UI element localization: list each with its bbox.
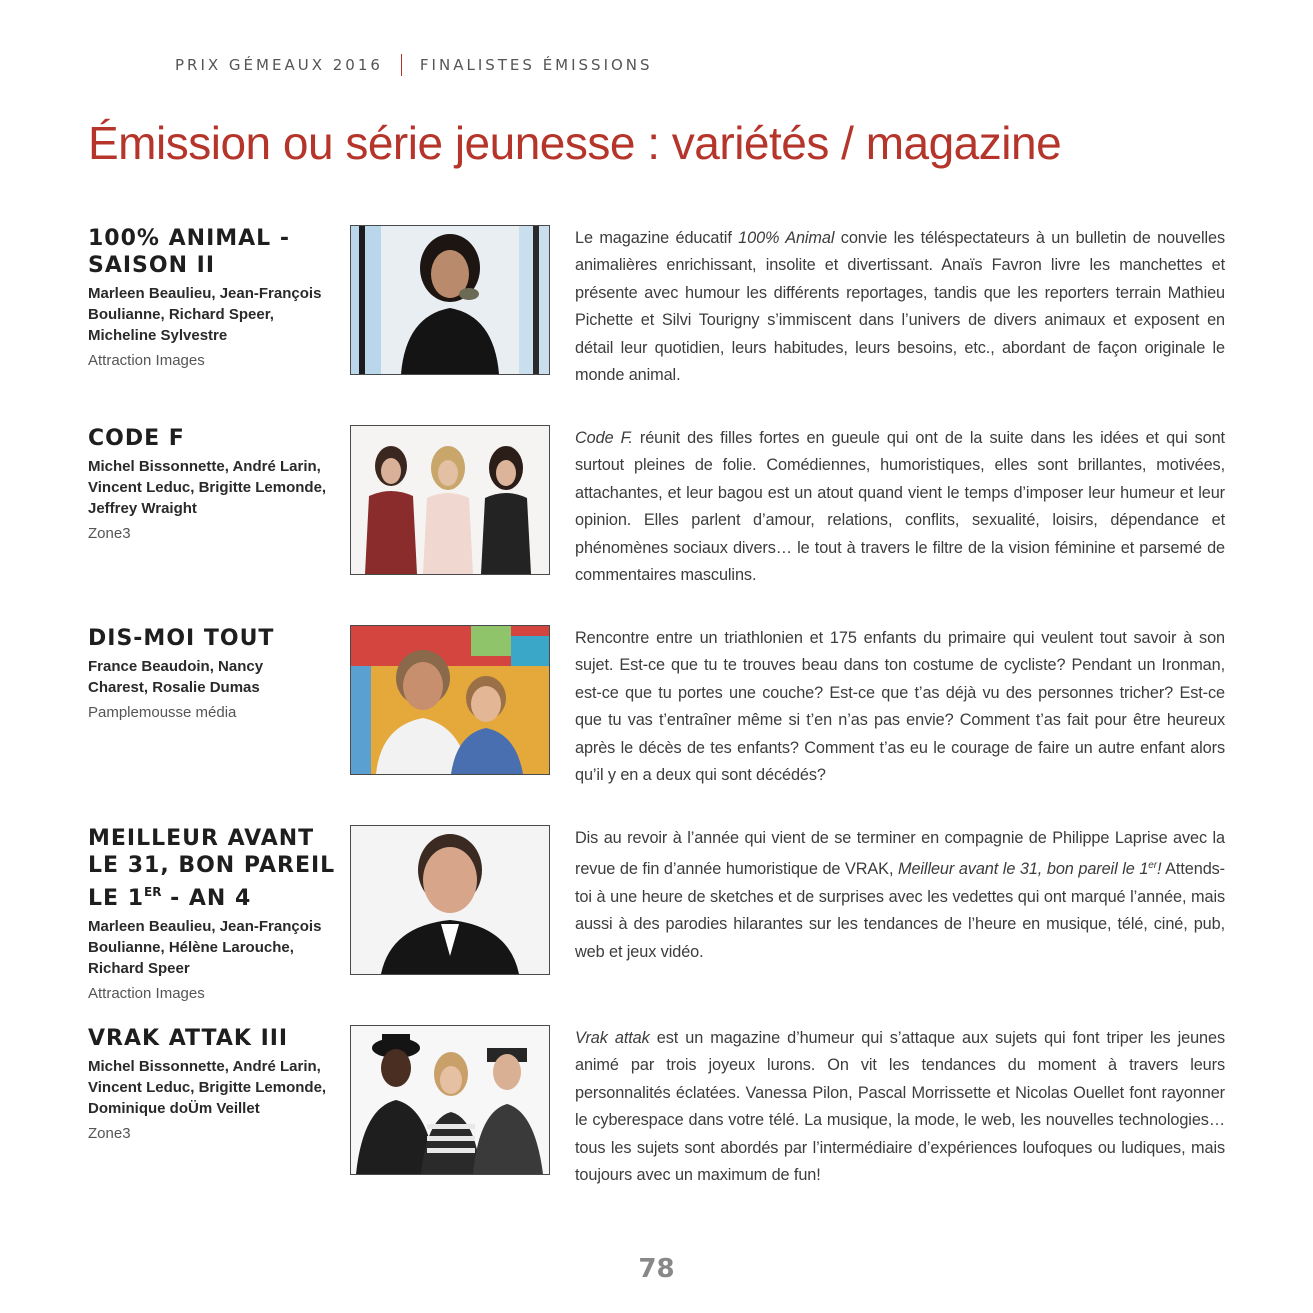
- production-company: Zone3: [88, 1125, 131, 1142]
- entry-info: [88, 1025, 343, 1142]
- credits-line: Marleen Beaulieu, Jean-François: [88, 285, 322, 302]
- production-company: Attraction Images: [88, 352, 205, 369]
- show-photo: [350, 425, 550, 575]
- finalist-entry: [0, 625, 1313, 785]
- credits-line: Vincent Leduc, Brigitte Lemonde,: [88, 479, 327, 496]
- header-publication: PRIX GÉMEAUX 2016: [175, 56, 383, 74]
- show-title-line: LE 31, BON PAREIL: [88, 853, 336, 878]
- credits-line: Richard Speer: [88, 960, 190, 977]
- credits-line: Michel Bissonnette, André Larin,: [88, 1058, 321, 1075]
- credits-line: Vincent Leduc, Brigitte Lemonde,: [88, 1079, 327, 1096]
- running-header: [175, 54, 653, 76]
- credits-line: France Beaudoin, Nancy: [88, 658, 264, 675]
- finalist-entry: [0, 1025, 1313, 1185]
- producer-credits: [88, 456, 343, 519]
- show-photo: [350, 825, 550, 975]
- finalist-entry: [0, 225, 1313, 385]
- credits-line: Jeffrey Wraight: [88, 500, 197, 517]
- entry-info: [88, 425, 343, 542]
- credits-line: Boulianne, Richard Speer,: [88, 306, 274, 323]
- show-photo: [350, 625, 550, 775]
- show-title-line: MEILLEUR AVANT: [88, 826, 315, 851]
- credits-line: Charest, Rosalie Dumas: [88, 679, 260, 696]
- entry-info: [88, 225, 343, 369]
- category-title: Émission ou série jeunesse : variétés / magazine: [88, 117, 1062, 169]
- show-title-line: CODE F: [88, 426, 185, 451]
- producer-credits: [88, 656, 343, 698]
- show-title: [88, 625, 343, 652]
- entry-info: [88, 625, 343, 721]
- credits-line: Dominique doÜm Veillet: [88, 1100, 260, 1117]
- show-title-line: DIS-MOI TOUT: [88, 626, 275, 651]
- show-title: [88, 425, 343, 452]
- finalist-entry: [0, 425, 1313, 585]
- show-title-line: 100% ANIMAL -: [88, 226, 290, 251]
- show-title-line: LE 1ER - AN 4: [88, 885, 252, 911]
- show-description: Vrak attak est un magazine d’humeur qui s’attaque aux sujets qui font triper les jeunes animé par trois joyeux lurons. On vit les tendances du moment à travers leurs personnalités éclatées. Vanessa Pilon, Pascal Morrissette et Nicolas Ouellet font rayonner le cyberespace dans votre télé. La musique, la mode, le web, les nouvelles technologies… tous les sujets sont abordés par l’intermédiaire d’expériences loufoques ou ludiques, mais toujours avec un maximum de fun!: [575, 1029, 1225, 1185]
- credits-line: Boulianne, Hélène Larouche,: [88, 939, 294, 956]
- entry-info: [88, 825, 343, 1002]
- production-company: Zone3: [88, 525, 131, 542]
- production-company: Pamplemousse média: [88, 704, 237, 721]
- header-section: FINALISTES ÉMISSIONS: [419, 56, 653, 74]
- credits-line: Michel Bissonnette, André Larin,: [88, 458, 321, 475]
- show-title-line: SAISON II: [88, 253, 216, 278]
- producer-credits: [88, 1056, 343, 1119]
- show-photo: [350, 225, 550, 375]
- show-description: Le magazine éducatif 100% Animal convie les téléspectateurs à un bulletin de nouvelles animalières enrichissant, insolite et divertissant. Anaïs Favron livre les manchettes et présente avec humour les différents reportages, tandis que les reporters terrain Mathieu Pichette et Silvi Tourigny s’immiscent dans l’univers de divers animaux et exposent en détail leur quotidien, leurs habitudes, leurs besoins, etc., abordant de façon originale le monde animal.: [575, 229, 1225, 385]
- producer-credits: [88, 916, 343, 979]
- production-company: Attraction Images: [88, 985, 205, 1002]
- show-title: [88, 825, 343, 912]
- credits-line: Micheline Sylvestre: [88, 327, 228, 344]
- finalist-entry: [0, 825, 1313, 1002]
- show-photo: [350, 1025, 550, 1175]
- header-divider: [401, 54, 402, 76]
- page-number: 78: [638, 1254, 675, 1284]
- show-title-line: VRAK ATTAK III: [88, 1026, 289, 1051]
- credits-line: Marleen Beaulieu, Jean-François: [88, 918, 322, 935]
- show-title: [88, 225, 343, 279]
- show-title: [88, 1025, 343, 1052]
- show-description: Rencontre entre un triathlonien et 175 enfants du primaire qui veulent tout savoir à son sujet. Est-ce que tu te trouves beau dans ton costume de cycliste? Pendant un Ironman, est-ce que tu portes une couche? Est-ce que t’as déjà vu des personnes tricher? Est-ce que tu vas t’entraîner même si t’en n’as pas envie? Comment t’as fait pour être heureux après le décès de tes enfants? Comment t’as eu le courage de faire un autre enfant alors qu’il y en a deux qui sont décédés?: [575, 629, 1225, 785]
- show-description: Dis au revoir à l’année qui vient de se terminer en compagnie de Philippe Laprise avec la revue de fin d’année humoristique de VRAK, Meilleur avant le 31, bon pareil le 1er! Attends-toi à une heure de sketches et de surprises avec les vedettes qui ont marqué l’année, mais aussi à des parodies hilarantes sur les tendances de l’heure en musique, télé, ciné, pub, web et jeux vidéo.: [575, 829, 1226, 961]
- producer-credits: [88, 283, 343, 346]
- show-description: Code F. réunit des filles fortes en gueule qui ont de la suite dans les idées et qui sont surtout pleines de folie. Comédiennes, humoristiques, elles sont brillantes, motivées, attachantes, et leur bagou est un atout quand vient le temps d’imposer leur humeur et leur opinion. Elles parlent d’amour, relations, conflits, sexualité, loisirs, dépendance et phénomènes sociaux divers… le tout à travers le filtre de la vision féminine et parsemé de commentaires masculins.: [575, 429, 1225, 585]
